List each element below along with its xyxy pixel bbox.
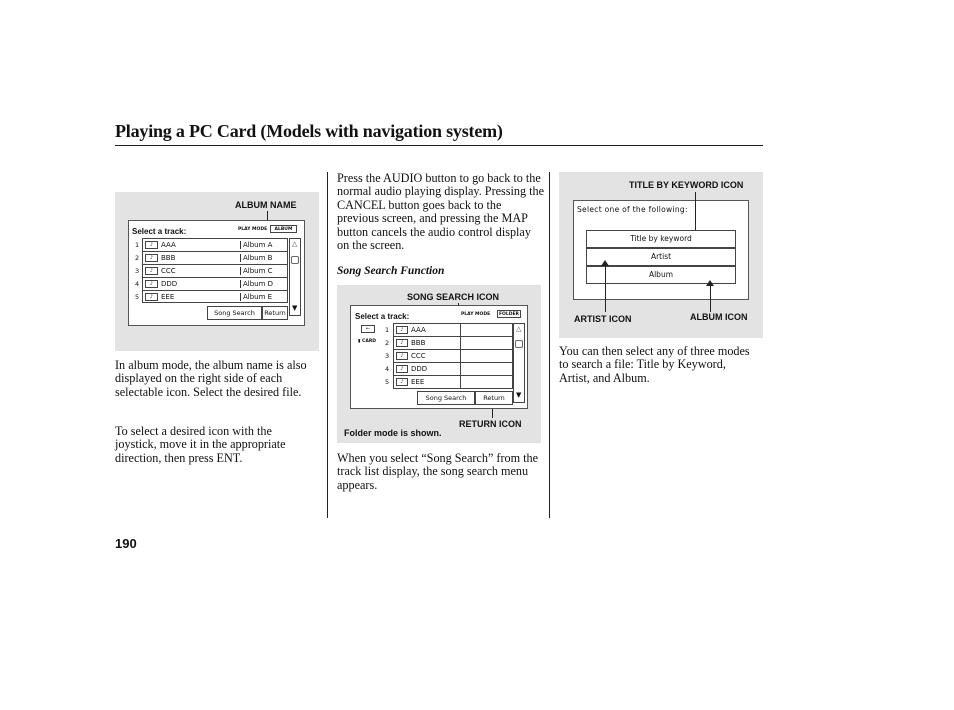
leader-line	[710, 284, 711, 312]
track-row[interactable]	[143, 265, 287, 278]
col2-paragraph-1: Press the AUDIO button to go back to the normal audio playing display. Pressing the CANCEL button goes back to the previous screen, and pressing the MAP button cancels the audio control display on the screen.	[337, 171, 545, 253]
track-name: AAA	[411, 326, 426, 334]
track-name: EEE	[161, 293, 175, 301]
track-name: CCC	[161, 267, 176, 275]
music-file-icon: ♪	[145, 241, 158, 249]
separator	[240, 241, 241, 249]
row-number: 2	[135, 254, 140, 262]
track-name: DDD	[161, 280, 178, 288]
row-number: 1	[135, 241, 140, 249]
track-row[interactable]	[394, 324, 512, 337]
play-mode-label: PLAY MODE	[461, 312, 491, 317]
track-name: BBB	[411, 339, 426, 347]
mode-tab-label: FOLDER	[498, 312, 520, 317]
arrowhead	[706, 280, 714, 286]
arrowhead	[601, 260, 609, 266]
row-number: 5	[135, 293, 140, 301]
music-file-icon: ♪	[145, 267, 158, 275]
music-file-icon: ♪	[396, 326, 408, 334]
artist-button[interactable]: Artist	[586, 248, 736, 266]
mode-tab-label: ALBUM	[274, 227, 293, 232]
separator	[240, 267, 241, 275]
scrollbar[interactable]	[513, 323, 525, 403]
scroll-up-icon[interactable]: △	[292, 240, 298, 248]
subheading-song-search: Song Search Function	[337, 265, 445, 277]
track-row[interactable]	[394, 363, 512, 376]
row-number: 5	[385, 378, 390, 386]
screen-title: Select a track:	[132, 227, 187, 236]
track-row[interactable]	[143, 278, 287, 291]
album-name: Album D	[243, 280, 274, 288]
title-rule	[115, 145, 763, 146]
music-file-icon: ♪	[145, 293, 158, 301]
track-row[interactable]	[143, 291, 287, 303]
leader-line	[695, 192, 696, 230]
figure-song-search-menu	[559, 172, 763, 338]
scroll-thumb[interactable]	[291, 256, 299, 264]
album-name: Album B	[243, 254, 273, 262]
row-number: 3	[135, 267, 140, 275]
track-name: CCC	[411, 352, 426, 360]
track-row[interactable]	[394, 376, 512, 388]
col2-paragraph-2: When you select “Song Search” from the track list display, the song search menu appears.	[337, 451, 539, 492]
return-button[interactable]: Return	[262, 306, 288, 320]
track-list	[393, 323, 513, 389]
callout-return-icon: RETURN ICON	[459, 419, 522, 429]
footnote-folder-mode: Folder mode is shown.	[344, 428, 442, 438]
track-name: DDD	[411, 365, 428, 373]
music-file-icon: ♪	[396, 352, 408, 360]
music-file-icon: ♪	[396, 339, 408, 347]
track-name: AAA	[161, 241, 176, 249]
track-row[interactable]	[394, 350, 512, 363]
album-name: Album C	[243, 267, 273, 275]
leader-line	[605, 264, 606, 312]
page-number: 190	[115, 536, 137, 551]
track-row[interactable]	[394, 337, 512, 350]
music-file-icon: ♪	[396, 378, 408, 386]
callout-song-search-icon: SONG SEARCH ICON	[407, 292, 500, 302]
row-number: 2	[385, 339, 390, 347]
separator	[460, 324, 461, 337]
folder-up-icon[interactable]: ←	[361, 325, 375, 333]
album-button[interactable]: Album	[586, 266, 736, 284]
music-file-icon: ♪	[396, 365, 408, 373]
separator	[460, 376, 461, 388]
card-icon: ▮ CARD	[358, 339, 377, 344]
track-row[interactable]	[143, 252, 287, 265]
scroll-down-icon[interactable]: ▼	[516, 391, 522, 399]
song-search-button[interactable]: Song Search	[207, 306, 262, 320]
separator	[460, 337, 461, 350]
screen-title: Select a track:	[355, 312, 410, 321]
mode-tab[interactable]	[270, 225, 297, 233]
callout-title-by-keyword-icon: TITLE BY KEYWORD ICON	[629, 180, 744, 190]
col1-paragraph-2: To select a desired icon with the joystick, move it in the appropriate direction, then press ENT.	[115, 424, 286, 465]
album-name: Album A	[243, 241, 273, 249]
card-label: CARD	[362, 339, 377, 344]
scroll-thumb[interactable]	[515, 340, 523, 348]
track-select-screen	[128, 220, 305, 326]
song-search-button[interactable]: Song Search	[417, 391, 475, 405]
callout-album-name: ALBUM NAME	[235, 200, 297, 210]
callout-album-icon: ALBUM ICON	[690, 312, 748, 322]
scrollbar[interactable]	[289, 238, 301, 316]
row-number: 4	[385, 365, 390, 373]
album-name: Album E	[243, 293, 273, 301]
separator	[460, 350, 461, 363]
row-number: 4	[135, 280, 140, 288]
scroll-down-icon[interactable]: ▼	[292, 304, 298, 312]
track-select-screen	[350, 305, 528, 409]
separator	[240, 293, 241, 301]
figure-folder-mode	[337, 285, 541, 443]
separator	[460, 363, 461, 376]
column-divider-1	[327, 172, 328, 518]
track-row[interactable]	[143, 239, 287, 252]
separator	[240, 254, 241, 262]
figure-album-mode	[115, 192, 319, 351]
track-list	[142, 238, 288, 303]
page-title: Playing a PC Card (Models with navigation system)	[115, 121, 503, 141]
return-button[interactable]: Return	[475, 391, 513, 405]
separator	[240, 280, 241, 288]
mode-tab[interactable]	[497, 310, 521, 318]
play-mode-label: PLAY MODE	[238, 227, 268, 232]
col3-paragraph-1: You can then select any of three modes to search a file: Title by Keyword, Artist, and Album.	[559, 344, 750, 385]
column-divider-2	[549, 172, 550, 518]
col1-paragraph-1: In album mode, the album name is also displayed on the right side of each selectable icon. Select the desired file.	[115, 358, 307, 399]
music-file-icon: ♪	[145, 280, 158, 288]
track-name: BBB	[161, 254, 176, 262]
track-name: EEE	[411, 378, 425, 386]
music-file-icon: ♪	[145, 254, 158, 262]
scroll-up-icon[interactable]: △	[516, 325, 522, 333]
row-number: 3	[385, 352, 390, 360]
title-by-keyword-button[interactable]: Title by keyword	[586, 230, 736, 248]
callout-artist-icon: ARTIST ICON	[574, 314, 632, 324]
search-prompt: Select one of the following:	[577, 205, 688, 214]
song-search-screen	[573, 200, 749, 300]
row-number: 1	[385, 326, 390, 334]
